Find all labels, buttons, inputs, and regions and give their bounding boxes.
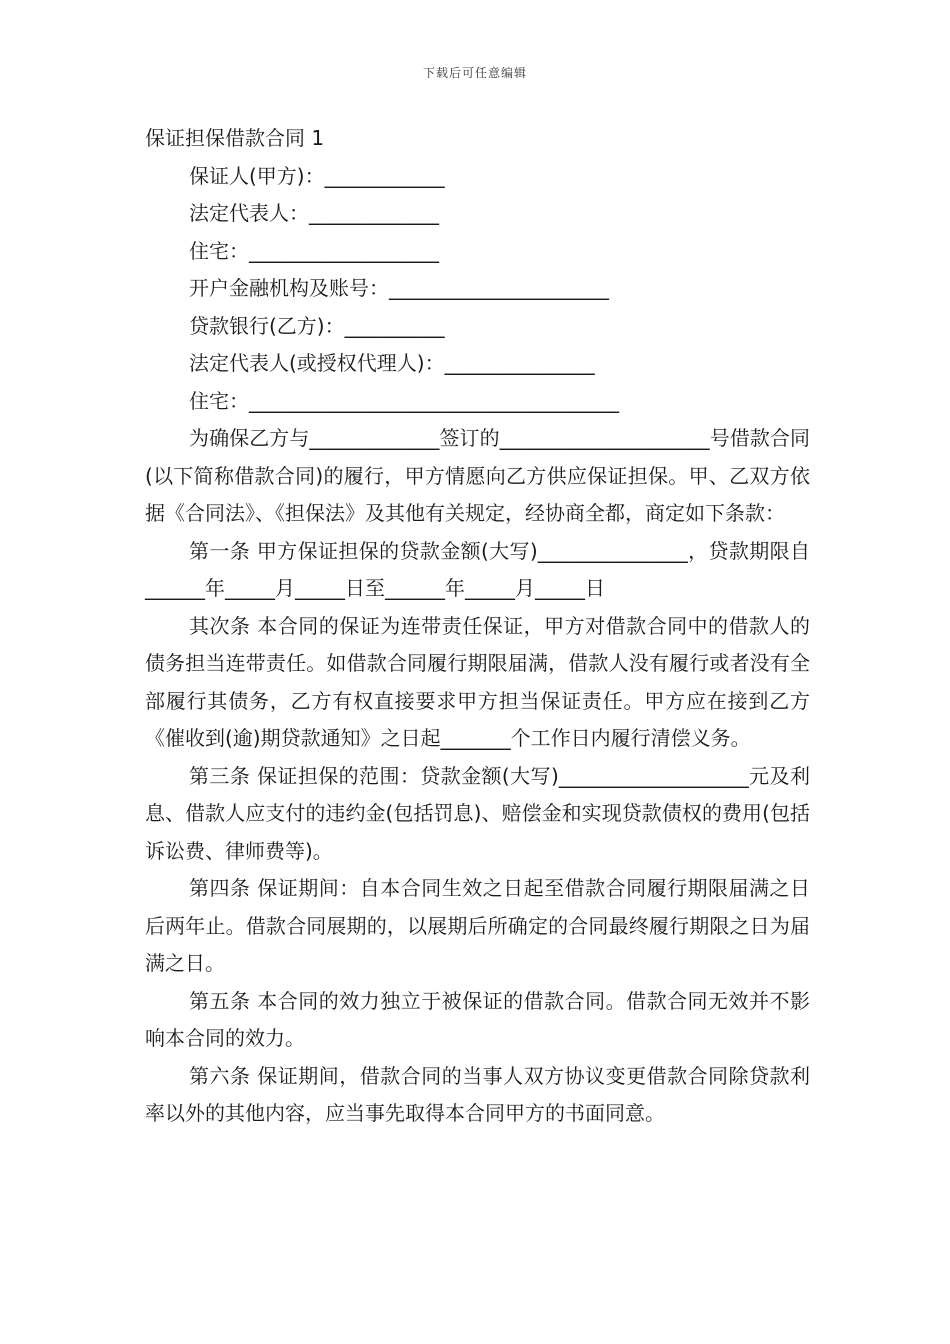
- field-guarantor: 保证人(甲方)：____________: [189, 163, 445, 188]
- page-header-note: 下载后可任意编辑: [422, 66, 527, 80]
- paragraph-article-5: 第五条 本合同的效力独立于被保证的借款合同。借款合同无效并不影响本合同的效力。: [145, 988, 810, 1050]
- field-lender-legal-rep: 法定代表人(或授权代理人)：_______________: [189, 351, 595, 375]
- document-body: [145, 120, 810, 1133]
- field-bank-account: 开户金融机构及账号：______________________: [189, 276, 609, 300]
- field-lender-bank: 贷款银行(乙方)：__________: [189, 313, 445, 338]
- field-address: 住宅：___________________: [189, 238, 439, 263]
- paragraph-article-3: 第三条 保证担保的范围：贷款金额(大写)___________________元及利息、借款人应支付的违约金(包括罚息)、赔偿金和实现贷款债权的费用(包括诉讼费、律师费等)。: [145, 763, 810, 863]
- document-title: 保证担保借款合同 1: [145, 126, 325, 150]
- paragraph-article-6: 第六条 保证期间，借款合同的当事人双方协议变更借款合同除贷款利率以外的其他内容，应当事先取得本合同甲方的书面同意。: [145, 1063, 810, 1125]
- paragraph-article-2: 其次条 本合同的保证为连带责任保证，甲方对借款合同中的借款人的债务担当连带责任。如借款合同履行期限届满，借款人没有履行或者没有全部履行其债务，乙方有权直接要求甲方担当保证责任。甲方应在接到乙方《催收到(逾)期贷款通知》之日起_______个工作日内履行清偿义务。: [145, 613, 810, 750]
- field-lender-address: 住宅：_____________________________________: [189, 388, 619, 413]
- paragraph-article-1: 第一条 甲方保证担保的贷款金额(大写)_______________，贷款期限自______年_____月_____日至______年_____月_____日: [145, 538, 810, 600]
- paragraph-article-4: 第四条 保证期间：自本合同生效之日起至借款合同履行期限届满之日后两年止。借款合同展期的，以展期后所确定的合同最终履行期限之日为届满之日。: [145, 876, 810, 975]
- paragraph-preamble: 为确保乙方与_____________签订的_____________________号借款合同(以下简称借款合同)的履行，甲方情愿向乙方供应保证担保。甲、乙双方依据《合同法》、《担保法》及其他有关规定，经协商全都，商定如下条款：: [145, 426, 810, 525]
- field-legal-rep: 法定代表人：_____________: [189, 201, 439, 225]
